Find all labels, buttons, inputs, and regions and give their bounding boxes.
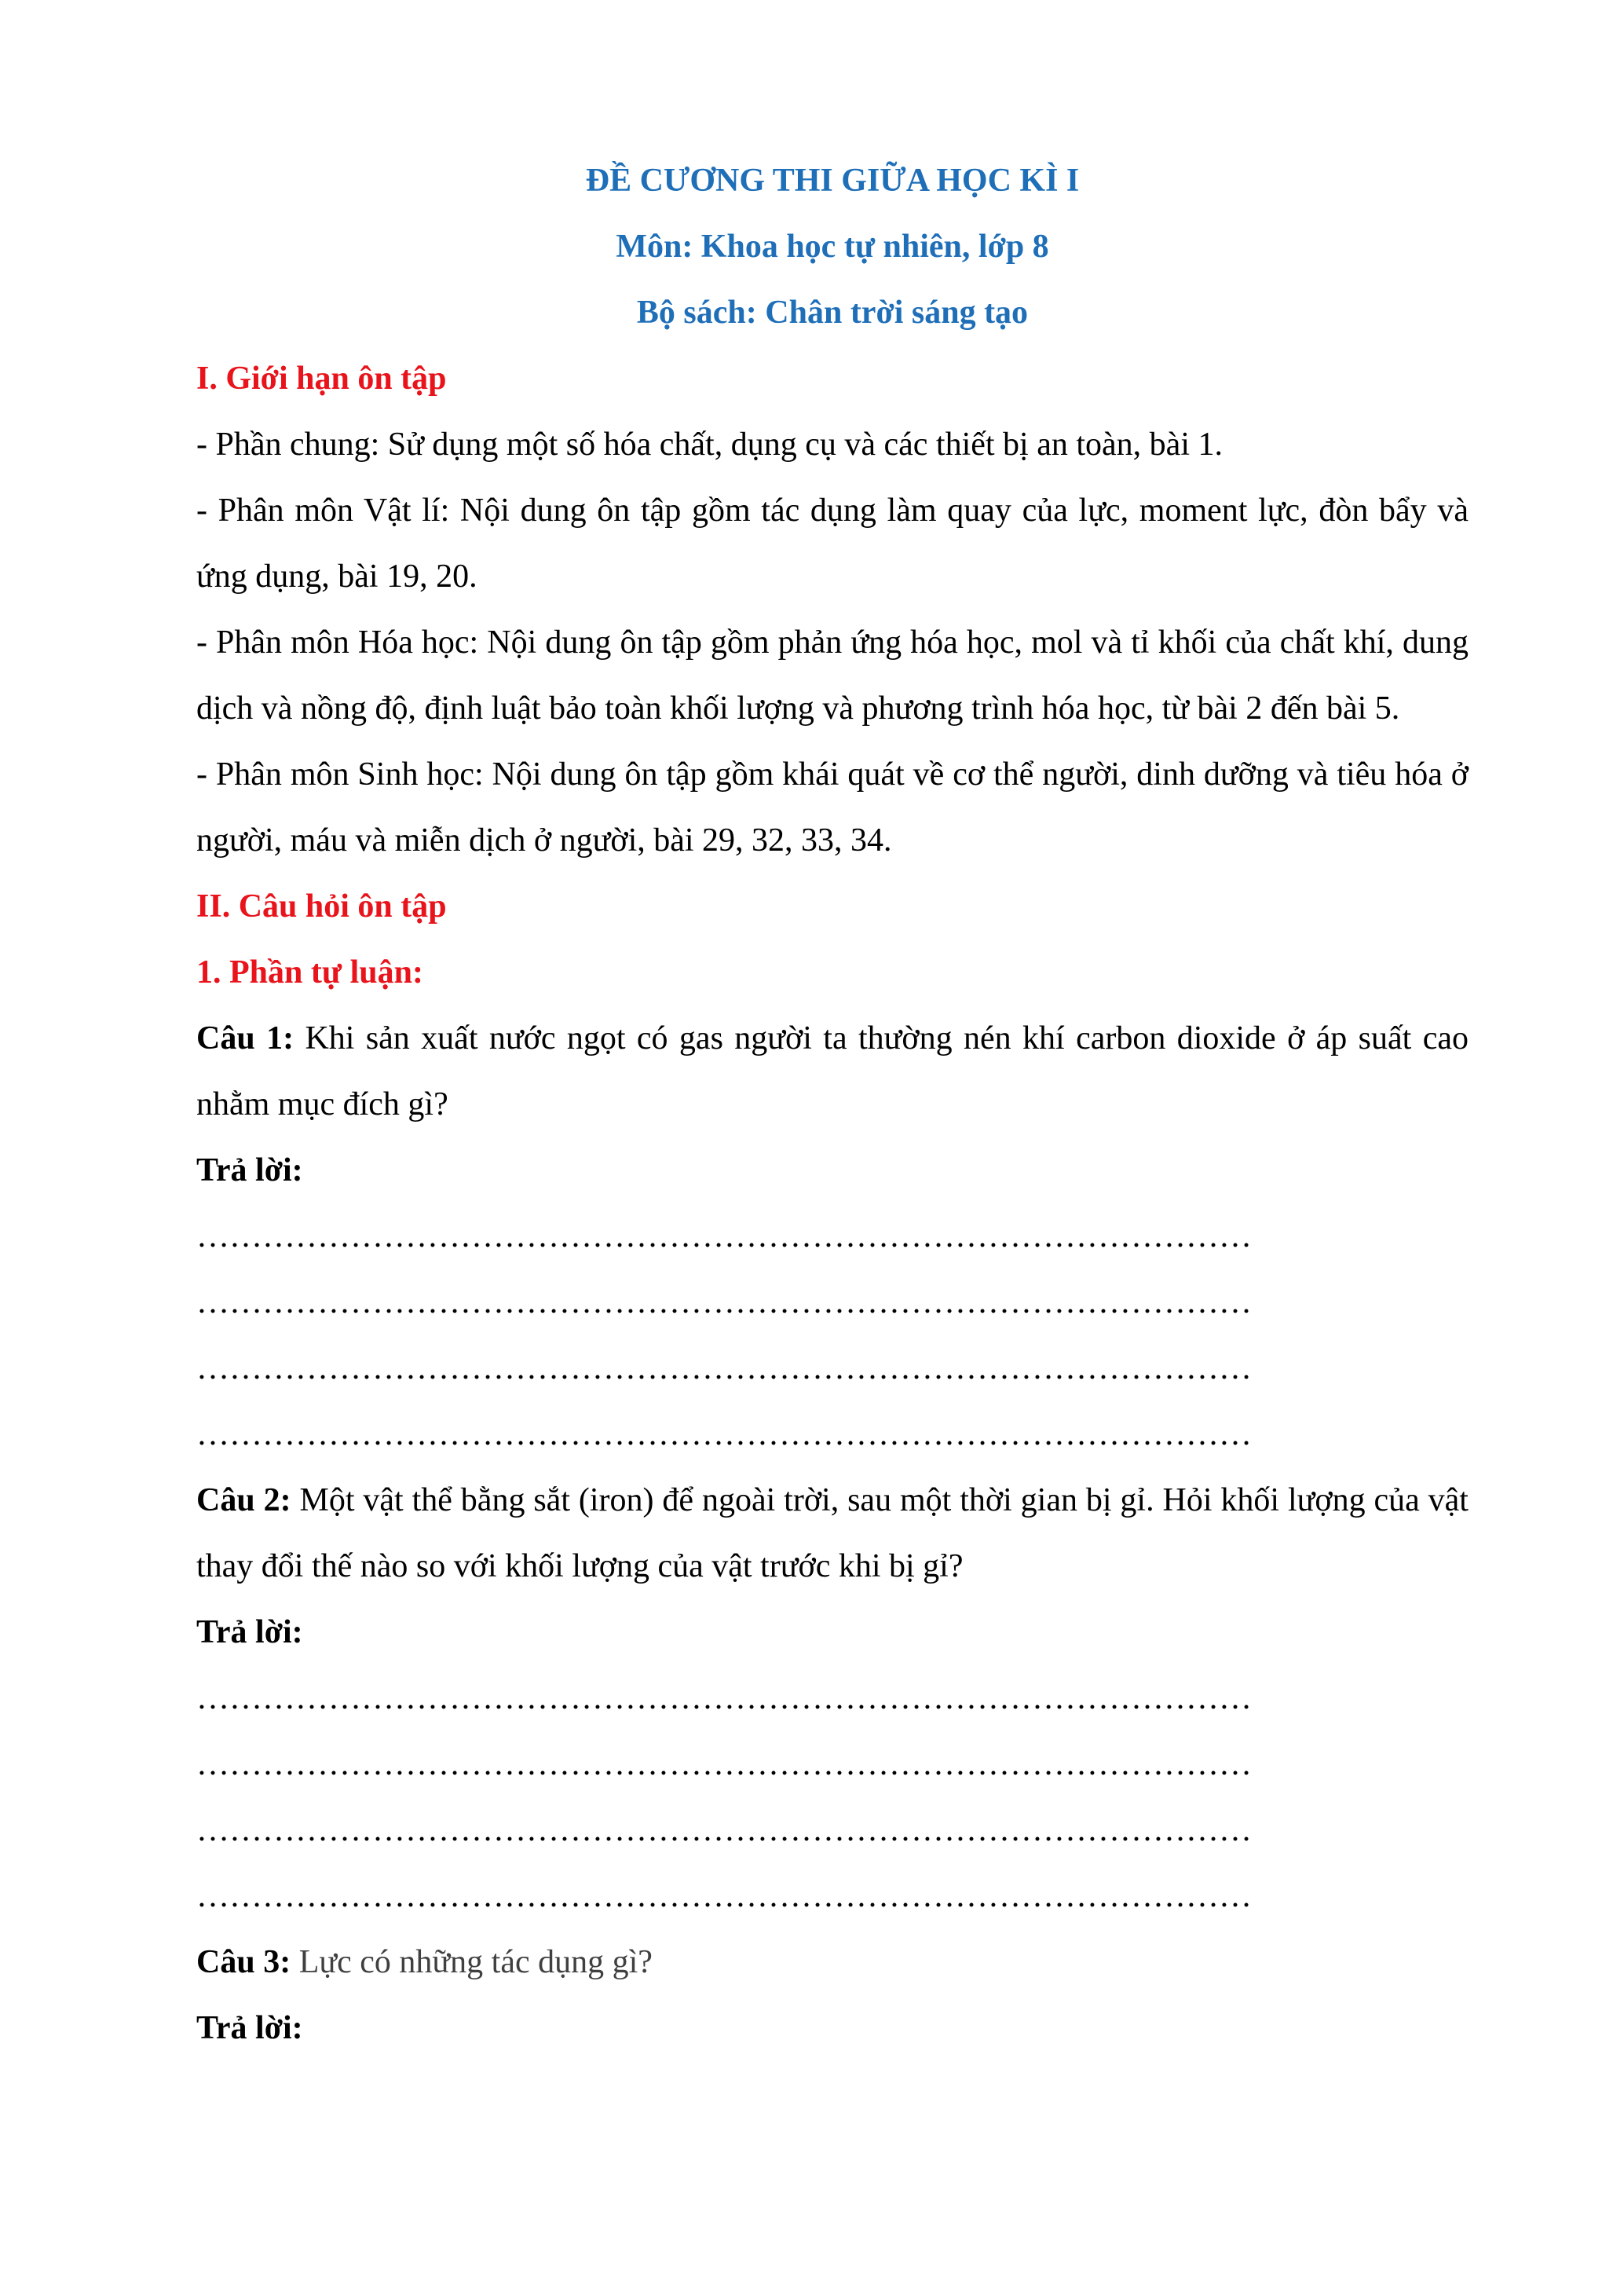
question-3-text: Lực có những tác dụng gì? — [291, 1944, 653, 1980]
limit-item-chemistry: - Phân môn Hóa học: Nội dung ôn tập gồm phản ứng hóa học, mol và tỉ khối của chất khí, dung dịch và nồng độ, định luật bảo toàn khối lượng và phương trình hóa học, từ bài 2 đến bài 5. — [196, 624, 1469, 727]
question-2-text: Một vật thể bằng sắt (iron) để ngoài trời, sau một thời gian bị gỉ. Hỏi khối lượng của vật thay đổi thế nào so với khối lượng của vật trước khi bị gỉ? — [196, 1482, 1469, 1584]
answer-line: …………………………………………………………………………………… — [196, 1680, 1252, 1716]
limit-item-general: - Phần chung: Sử dụng một số hóa chất, dụng cụ và các thiết bị an toàn, bài 1. — [196, 427, 1223, 463]
answer-line: …………………………………………………………………………………… — [196, 1746, 1252, 1782]
question-3 — [196, 1929, 1469, 1995]
question-2-label: Câu 2: — [196, 1482, 291, 1518]
answer-line: …………………………………………………………………………………… — [196, 1284, 1252, 1320]
answer-label-1: Trả lời: — [196, 1152, 303, 1188]
question-1-text: Khi sản xuất nước ngọt có gas người ta thường nén khí carbon dioxide ở áp suất cao nhằm mục đích gì? — [196, 1020, 1469, 1122]
section-heading-limits: I. Giới hạn ôn tập — [196, 361, 447, 397]
limit-item-biology: - Phân môn Sinh học: Nội dung ôn tập gồm khái quát về cơ thể người, dinh dưỡng và tiêu hóa ở người, máu và miễn dịch ở người, bài 29, 32, 33, 34. — [196, 756, 1469, 859]
limit-item-physics: - Phân môn Vật lí: Nội dung ôn tập gồm tác dụng làm quay của lực, moment lực, đòn bẩy và ứng dụng, bài 19, 20. — [196, 493, 1469, 595]
question-3-label: Câu 3: — [196, 1944, 291, 1980]
question-2 — [196, 1467, 1469, 1599]
answer-label-3: Trả lời: — [196, 2010, 303, 2046]
answer-line: …………………………………………………………………………………… — [196, 1416, 1252, 1452]
document-book: Bộ sách: Chân trời sáng tạo — [636, 295, 1029, 331]
document-title: ĐỀ CƯƠNG THI GIỮA HỌC KÌ I — [585, 163, 1080, 199]
section-heading-questions: II. Câu hỏi ôn tập — [196, 888, 447, 925]
question-1 — [196, 1005, 1469, 1137]
part-heading-essay: 1. Phần tự luận: — [196, 954, 423, 991]
document-subject: Môn: Khoa học tự nhiên, lớp 8 — [616, 229, 1049, 265]
answer-line: …………………………………………………………………………………… — [196, 1350, 1252, 1386]
answer-line: …………………………………………………………………………………… — [196, 1878, 1252, 1914]
document-page — [196, 148, 1469, 2061]
answer-label-2: Trả lời: — [196, 1614, 303, 1650]
answer-line: …………………………………………………………………………………… — [196, 1812, 1252, 1848]
question-1-label: Câu 1: — [196, 1020, 294, 1056]
answer-line: …………………………………………………………………………………… — [196, 1218, 1252, 1254]
